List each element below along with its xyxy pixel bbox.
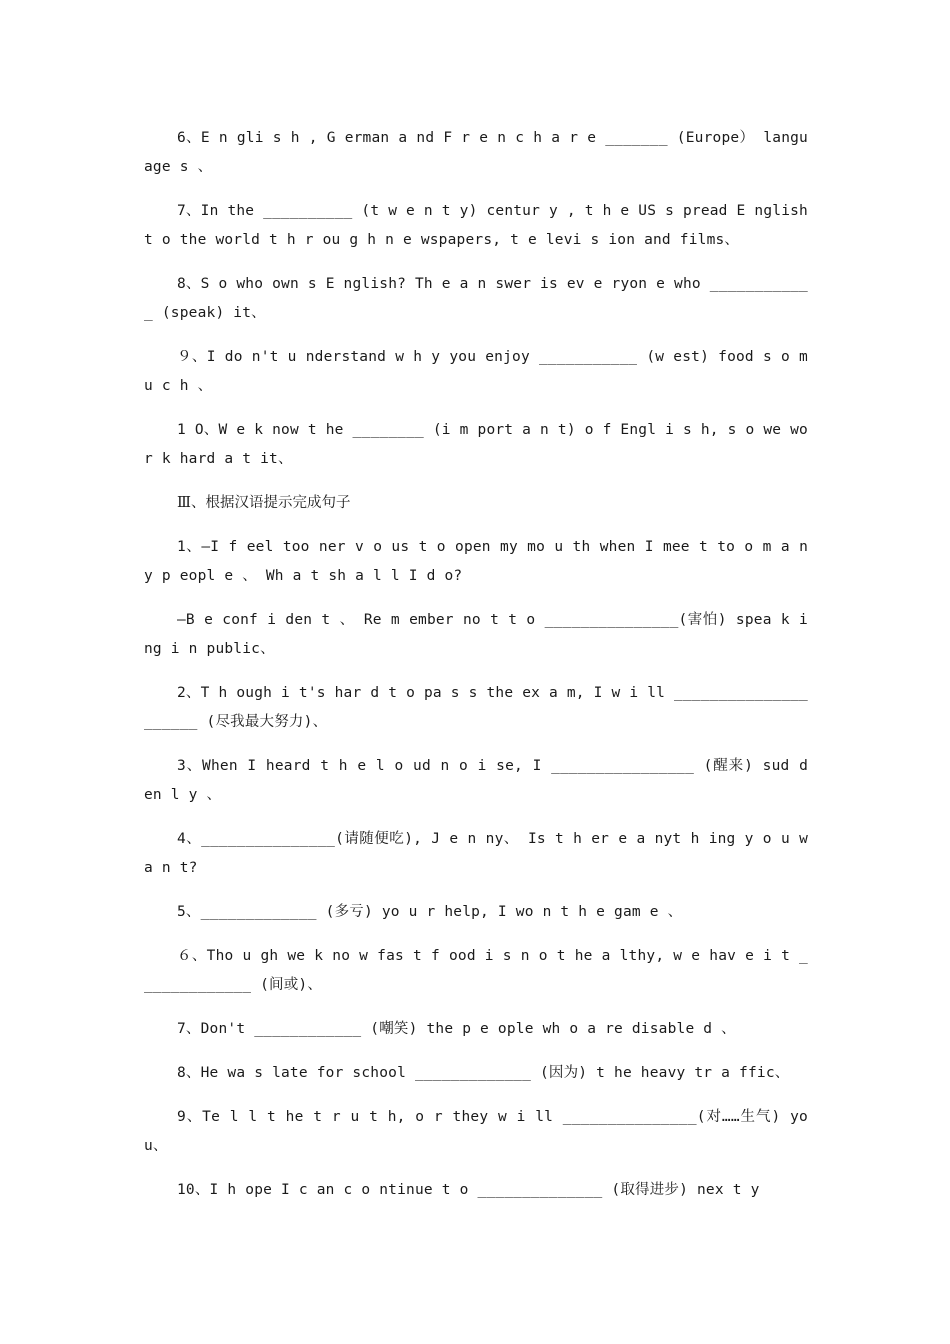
sentence-item-6: ６、Tho u gh we k no w fas t f ood i s n o t he a lthy, w e hav e i t _____________ (间或)、 <box>144 948 808 993</box>
sentence-item-3: 3、When I heard t h e l o ud n o i se, I ________________ (醒来) sud d en l y 、 <box>144 758 808 803</box>
exercise-item-7: 7、In the __________ (t w e n t y) centur y , t h e US s pread E nglish t o the world t h r ou g h n e wspapers, t e levi s ion and films、 <box>144 203 808 248</box>
sentence-item-1-reply: —B e conf i den t 、 Re m ember no t t o _______________(害怕) spea k ing i n public、 <box>144 612 808 657</box>
exercise-item-10: 1 O、W e k now t he ________ (i m port a n t) o f Engl i s h, s o we wo r k hard a t it、 <box>144 422 808 467</box>
exercise-item-9: ９、I do n't u nderstand w h y you enjoy ___________ (w est) food s o m u c h 、 <box>144 349 808 394</box>
sentence-item-9: 9、Te l l t he t r u t h, o r they w i ll _______________(对……生气) you、 <box>144 1109 808 1154</box>
sentence-item-7: 7、Don't ____________ (嘲笑) the p e ople wh o a re disable d 、 <box>177 1021 736 1037</box>
exercise-item-6: 6、E n gli s h , G erman a nd F r e n c h a r e _______ (Europe） language s 、 <box>144 130 808 175</box>
sentence-item-4: 4、_______________(请随便吃), J e n ny、 Is t h er e a nyt h ing y o u wa n t? <box>144 831 808 876</box>
sentence-item-2: 2、T h ough i t's har d t o pa s s the ex a m, I w i ll _____________________ (尽我最大努力)、 <box>144 685 808 730</box>
sentence-item-1: 1、—I f eel too ner v o us t o open my mo u th when I mee t to o m a n y p eopl e 、 Wh a t sh a l l I d o? <box>144 539 808 584</box>
sentence-item-10: 10、I h ope I c an c o ntinue t o ______________ (取得进步) nex t y <box>177 1182 760 1198</box>
exercise-content <box>144 124 808 1220</box>
exercise-item-8: 8、S o who own s E nglish? Th e a n swer is ev e ryon e who ____________ (speak) it、 <box>144 276 808 321</box>
sentence-item-8: 8、He wa s late for school _____________ (因为) t he heavy tr a ffic、 <box>177 1065 790 1081</box>
section-heading: Ⅲ、根据汉语提示完成句子 <box>177 495 351 511</box>
sentence-item-5: 5、_____________ (多亏) yo u r help, I wo n t h e gam e 、 <box>177 904 683 920</box>
